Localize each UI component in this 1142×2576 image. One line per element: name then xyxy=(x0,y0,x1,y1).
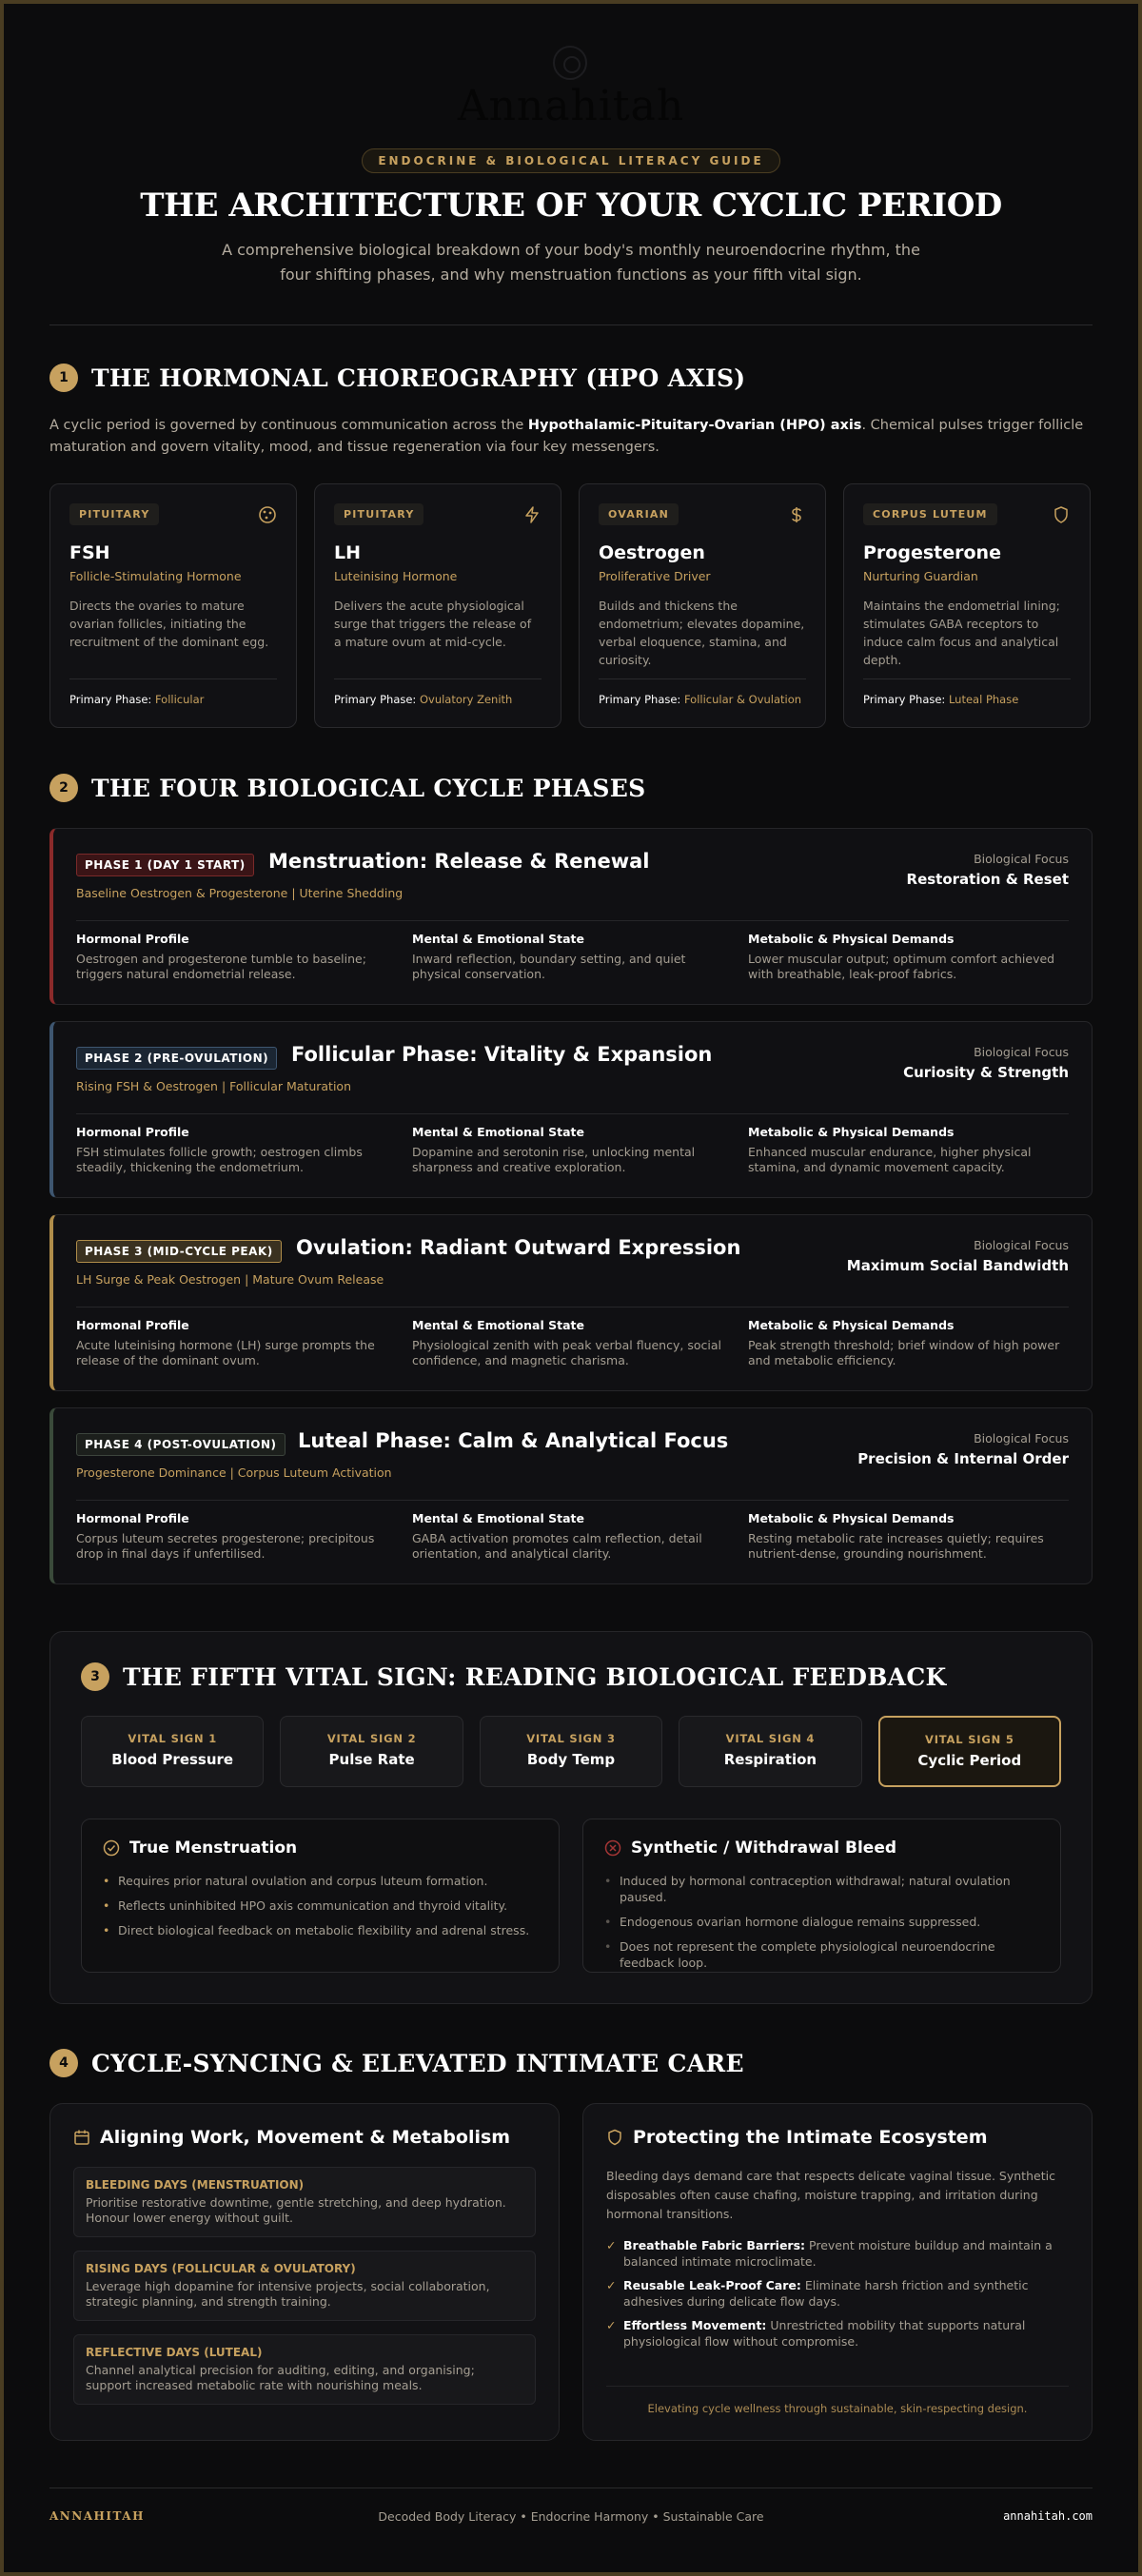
phase-divider xyxy=(76,1113,1069,1114)
mental-state: Mental & Emotional State Inward reflection, boundary setting, and quiet physical conservation. xyxy=(412,932,686,981)
true-menstruation-list xyxy=(103,1873,538,1938)
hpo-axis-term: Hypothalamic-Pituitary-Ovarian (HPO) axis xyxy=(527,418,862,433)
guide-badge: ENDOCRINE & BIOLOGICAL LITERACY GUIDE xyxy=(362,148,780,173)
phase-subtitle: Baseline Oestrogen & Progesterone | Uterine Shedding xyxy=(76,886,404,900)
hormone-card-progesterone xyxy=(843,483,1091,728)
page-title: THE ARCHITECTURE OF YOUR CYCLIC PERIOD xyxy=(140,187,1002,225)
dollar-icon xyxy=(787,505,806,524)
list-item: ✓ Breathable Fabric Barriers: Prevent moisture buildup and maintain a balanced intimate microclimate. xyxy=(606,2237,1069,2270)
hormone-source-badge: CORPUS LUTEUM xyxy=(863,503,997,525)
vital-sign-card: VITAL SIGN 4 Respiration xyxy=(679,1716,861,1787)
phase-subtitle: LH Surge & Peak Oestrogen | Mature Ovum Release xyxy=(76,1272,384,1287)
focus-label: Biological Focus xyxy=(974,1045,1069,1059)
focus-value: Maximum Social Bandwidth xyxy=(846,1257,1069,1274)
footer-tagline: Decoded Body Literacy • Endocrine Harmony • Sustainable Care xyxy=(378,2509,764,2524)
section-number-badge: 4 xyxy=(49,2049,78,2077)
x-circle-icon xyxy=(604,1839,621,1857)
metabolic-demands: Metabolic & Physical Demands Resting metabolic rate increases quietly; requires nutrient-dense, grounding nourishment. xyxy=(748,1511,1044,1561)
care-intro: Bleeding days demand care that respects delicate vaginal tissue. Synthetic disposables often cause chafing, moisture trapping, and irritation during hormonal transitions. xyxy=(606,2169,1055,2221)
section-title: CYCLE-SYNCING & ELEVATED INTIMATE CARE xyxy=(91,2049,744,2077)
hormone-name: Oestrogen xyxy=(599,542,705,563)
vital-signs-row xyxy=(81,1716,1061,1787)
section-number-badge: 3 xyxy=(81,1662,109,1691)
hormone-name: FSH xyxy=(69,542,110,563)
card-title: Synthetic / Withdrawal Bleed xyxy=(631,1839,897,1858)
section-number-badge: 2 xyxy=(49,774,78,802)
phase-tag: PHASE 4 (POST-OVULATION) xyxy=(76,1433,286,1456)
withdrawal-bleed-list xyxy=(604,1873,1039,1971)
list-item: • Endogenous ovarian hormone dialogue remains suppressed. xyxy=(604,1914,1039,1930)
withdrawal-bleed-card xyxy=(582,1819,1061,1973)
true-menstruation-card xyxy=(81,1819,560,1973)
section-2-heading xyxy=(49,774,646,802)
list-item: • Direct biological feedback on metabolic flexibility and adrenal stress. xyxy=(103,1922,538,1938)
phase-tag: PHASE 1 (DAY 1 START) xyxy=(76,854,254,876)
phase-title: Ovulation: Radiant Outward Expression xyxy=(296,1236,741,1259)
vital-sign-card: VITAL SIGN 1 Blood Pressure xyxy=(81,1716,264,1787)
logo-emblem-icon xyxy=(553,46,587,80)
rising-days-block: RISING DAYS (FOLLICULAR & OVULATORY) Leverage high dopamine for intensive projects, social collaboration, strategic planning, and strength training. xyxy=(73,2251,536,2321)
care-benefits-list xyxy=(606,2237,1069,2350)
calendar-icon xyxy=(73,2129,90,2146)
logo-wordmark: Annahitah xyxy=(457,82,685,130)
dna-icon xyxy=(258,505,277,524)
shield-icon xyxy=(1052,505,1071,524)
hormone-subtitle: Follicle-Stimulating Hormone xyxy=(69,569,242,583)
header-divider xyxy=(49,324,1093,325)
hormone-source-badge: PITUITARY xyxy=(69,503,159,525)
list-item: • Does not represent the complete physiological neuroendocrine feedback loop. xyxy=(604,1938,1039,1971)
phase-title: Menstruation: Release & Renewal xyxy=(268,850,650,873)
focus-value: Restoration & Reset xyxy=(906,871,1069,888)
card-title: Protecting the Intimate Ecosystem xyxy=(633,2127,988,2148)
phase-subtitle: Progesterone Dominance | Corpus Luteum Activation xyxy=(76,1465,392,1480)
hormone-cards xyxy=(49,483,1093,728)
vital-sign-card: VITAL SIGN 2 Pulse Rate xyxy=(280,1716,463,1787)
list-item: • Reflects uninhibited HPO axis communication and thyroid vitality. xyxy=(103,1898,538,1914)
list-item: ✓ Reusable Leak-Proof Care: Eliminate harsh friction and synthetic adhesives during delicate flow days. xyxy=(606,2277,1069,2310)
hormone-subtitle: Nurturing Guardian xyxy=(863,569,978,583)
section-4-heading xyxy=(49,2049,744,2077)
care-footer-note: Elevating cycle wellness through sustainable, skin-respecting design. xyxy=(606,2386,1069,2415)
phase-title: Luteal Phase: Calm & Analytical Focus xyxy=(298,1429,729,1452)
focus-value: Precision & Internal Order xyxy=(857,1450,1069,1467)
hormone-card-fsh xyxy=(49,483,297,728)
hormone-subtitle: Luteinising Hormone xyxy=(334,569,458,583)
hormonal-profile: Hormonal Profile Corpus luteum secretes progesterone; precipitous drop in final days if unfertilised. xyxy=(76,1511,375,1561)
phase-subtitle: Rising FSH & Oestrogen | Follicular Maturation xyxy=(76,1079,351,1093)
hormone-description: Builds and thickens the endometrium; elevates dopamine, verbal eloquence, stamina, and curiosity. xyxy=(599,599,805,667)
hormone-description: Directs the ovaries to mature ovarian follicles, initiating the recruitment of the dominant egg. xyxy=(69,599,269,649)
focus-value: Curiosity & Strength xyxy=(903,1064,1069,1081)
metabolic-demands: Metabolic & Physical Demands Lower muscular output; optimum comfort achieved with breathable, leak-proof fabrics. xyxy=(748,932,1055,981)
phase-tag: PHASE 3 (MID-CYCLE PEAK) xyxy=(76,1240,282,1263)
mental-state: Mental & Emotional State Dopamine and serotonin rise, unlocking mental sharpness and creative exploration. xyxy=(412,1125,696,1174)
shield-icon xyxy=(606,2129,623,2146)
phase-card-luteal xyxy=(49,1407,1093,1584)
focus-label: Biological Focus xyxy=(974,1431,1069,1445)
section-number-badge: 1 xyxy=(49,364,78,392)
phase-card-follicular xyxy=(49,1021,1093,1198)
focus-label: Biological Focus xyxy=(974,1238,1069,1252)
hormone-source-badge: OVARIAN xyxy=(599,503,679,525)
section-1-heading xyxy=(49,364,745,392)
phase-divider xyxy=(76,1500,1069,1501)
phase-card-ovulation xyxy=(49,1214,1093,1391)
hormone-primary-phase: Primary Phase: Luteal Phase xyxy=(863,678,1071,706)
hormone-name: LH xyxy=(334,542,362,563)
fifth-vital-sign-panel xyxy=(49,1631,1093,2004)
phase-divider xyxy=(76,920,1069,921)
card-title: True Menstruation xyxy=(129,1839,298,1858)
hormone-description: Delivers the acute physiological surge that triggers the release of a mature ovum at mid-cycle. xyxy=(334,599,532,649)
hpo-intro-text: A cyclic period is governed by continuous communication across the Hypothalamic-Pituitary-Ovarian (HPO) axis. Chemical pulses trigger follicle maturation and govern vitality, mood, and tissue regeneration via four key messengers. xyxy=(49,418,1084,455)
list-item: • Induced by hormonal contraception withdrawal; natural ovulation paused. xyxy=(604,1873,1039,1905)
section-title: THE FIFTH VITAL SIGN: READING BIOLOGICAL FEEDBACK xyxy=(123,1662,947,1691)
phase-card-menstruation xyxy=(49,828,1093,1005)
hormone-primary-phase: Primary Phase: Follicular xyxy=(69,678,277,706)
work-movement-card xyxy=(49,2103,560,2441)
hormone-card-lh xyxy=(314,483,561,728)
footer-website-link[interactable]: annahitah.com xyxy=(1003,2509,1093,2523)
bleeding-days-block: BLEEDING DAYS (MENSTRUATION) Prioritise restorative downtime, gentle stretching, and deep hydration. Honour lower energy without guilt. xyxy=(73,2167,536,2237)
focus-label: Biological Focus xyxy=(974,852,1069,866)
hormone-primary-phase: Primary Phase: Ovulatory Zenith xyxy=(334,678,541,706)
hormone-description: Maintains the endometrial lining; stimulates GABA receptors to induce calm focus and analytical depth. xyxy=(863,599,1060,667)
reflective-days-block: REFLECTIVE DAYS (LUTEAL) Channel analytical precision for auditing, editing, and organising; support increased metabolic rate with nourishing meals. xyxy=(73,2334,536,2405)
check-circle-icon xyxy=(103,1839,120,1857)
footer-brand: ANNAHITAH xyxy=(49,2509,145,2523)
vital-sign-card: VITAL SIGN 3 Body Temp xyxy=(480,1716,662,1787)
hormone-name: Progesterone xyxy=(863,542,1001,563)
page-subtitle: A comprehensive biological breakdown of your body's monthly neuroendocrine rhythm, the four shifting phases, and why menstruation functions as your fifth vital sign. xyxy=(222,241,920,284)
hormonal-profile: Hormonal Profile Oestrogen and progesterone tumble to baseline; triggers natural endometrial release. xyxy=(76,932,366,981)
list-item: • Requires prior natural ovulation and corpus luteum formation. xyxy=(103,1873,538,1889)
phase-tag: PHASE 2 (PRE-OVULATION) xyxy=(76,1047,277,1070)
section-title: THE HORMONAL CHOREOGRAPHY (HPO AXIS) xyxy=(91,364,746,392)
hormone-card-oestrogen xyxy=(579,483,826,728)
section-title: THE FOUR BIOLOGICAL CYCLE PHASES xyxy=(91,774,646,802)
hormone-primary-phase: Primary Phase: Follicular & Ovulation xyxy=(599,678,806,706)
card-title: Aligning Work, Movement & Metabolism xyxy=(100,2127,511,2148)
hormone-subtitle: Proliferative Driver xyxy=(599,569,711,583)
section-3-heading xyxy=(81,1662,947,1691)
list-item: ✓ Effortless Movement: Unrestricted mobility that supports natural physiological flow without compromise. xyxy=(606,2317,1069,2350)
metabolic-demands: Metabolic & Physical Demands Peak strength threshold; brief window of high power and metabolic efficiency. xyxy=(748,1318,1060,1367)
hormonal-profile: Hormonal Profile Acute luteinising hormone (LH) surge prompts the release of the dominant ovum. xyxy=(76,1318,375,1367)
phase-divider xyxy=(76,1307,1069,1308)
lightning-icon xyxy=(522,505,541,524)
mental-state: Mental & Emotional State Physiological zenith with peak verbal fluency, social confidence, and magnetic charisma. xyxy=(412,1318,721,1367)
metabolic-demands: Metabolic & Physical Demands Enhanced muscular endurance, higher physical stamina, and dynamic movement capacity. xyxy=(748,1125,1032,1174)
vital-sign-card-highlighted: VITAL SIGN 5 Cyclic Period xyxy=(878,1716,1061,1787)
mental-state: Mental & Emotional State GABA activation promotes calm reflection, detail orientation, and analytical clarity. xyxy=(412,1511,702,1561)
intimate-ecosystem-card xyxy=(582,2103,1093,2441)
hormone-source-badge: PITUITARY xyxy=(334,503,423,525)
hormonal-profile: Hormonal Profile FSH stimulates follicle growth; oestrogen climbs steadily, thickening the endometrium. xyxy=(76,1125,363,1174)
phase-title: Follicular Phase: Vitality & Expansion xyxy=(291,1043,713,1066)
